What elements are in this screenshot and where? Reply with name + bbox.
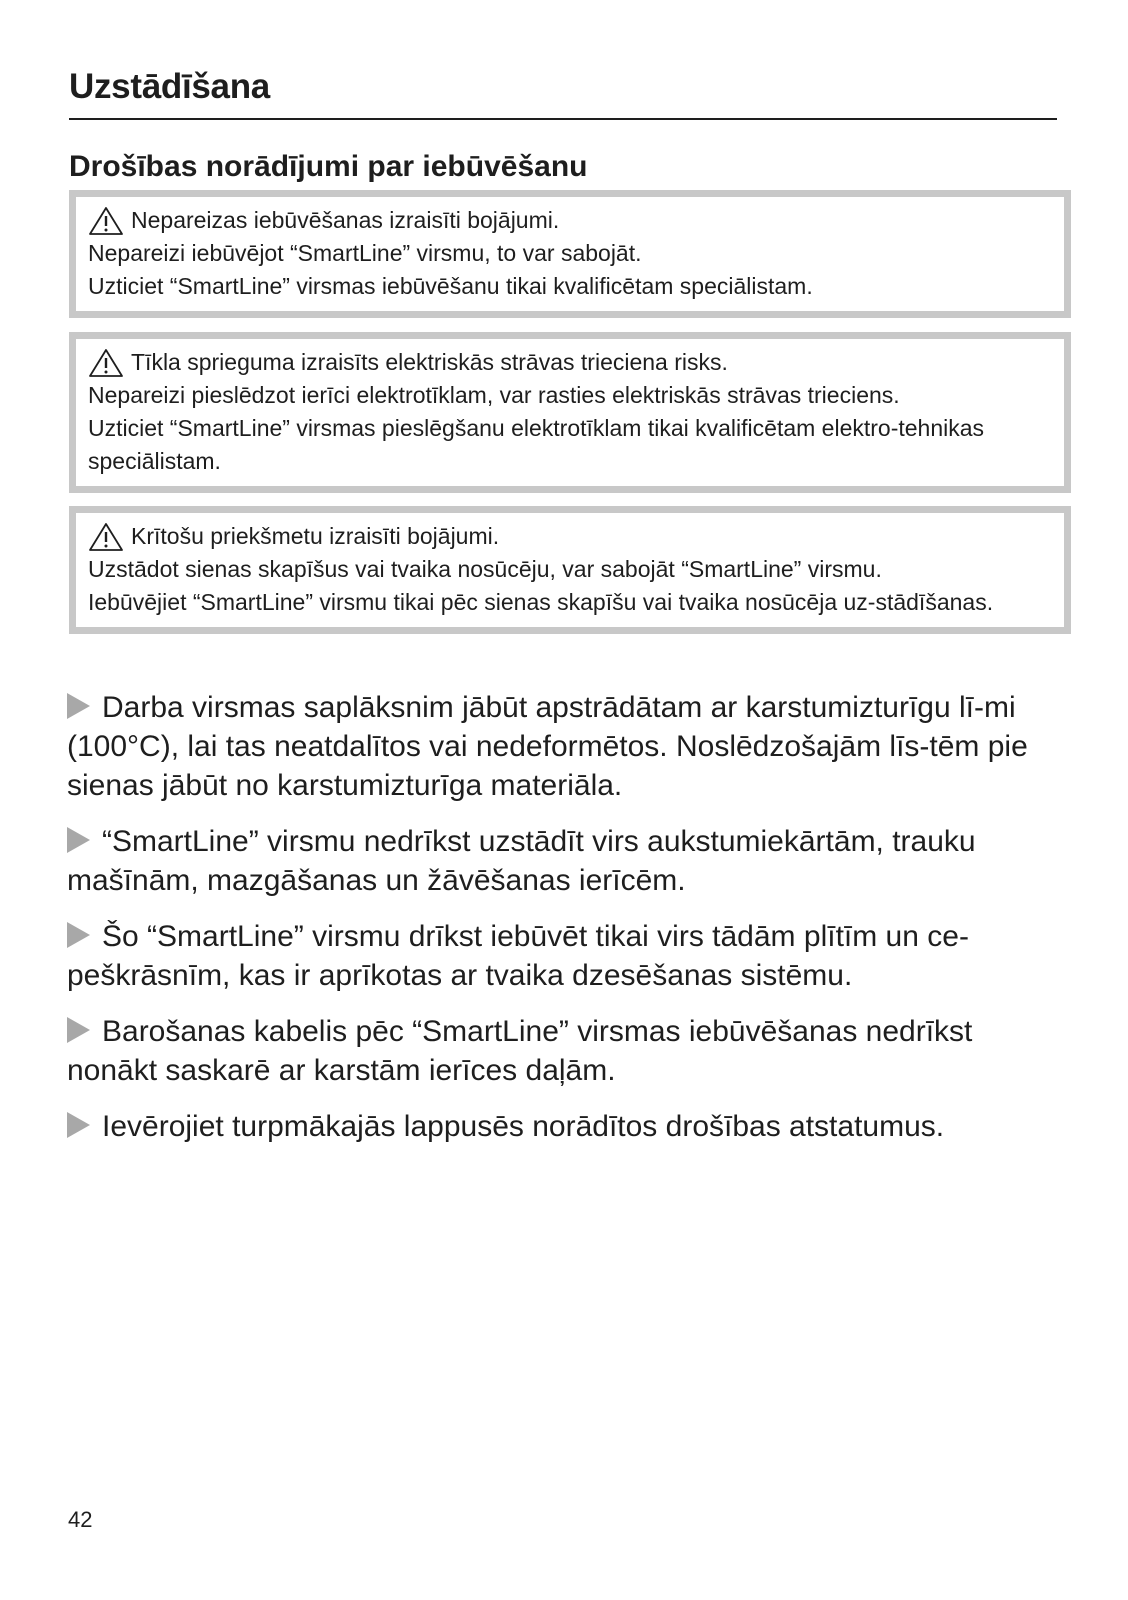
instruction-item bbox=[67, 917, 1057, 995]
instruction-text: Ievērojiet turpmākajās lappusēs norādītos drošības atstatumus. bbox=[102, 1110, 945, 1143]
warning-text: Nepareizi pieslēdzot ierīci elektrotīklam, var rasties elektriskās strāvas trieciens. bbox=[88, 382, 900, 408]
warning-text: Uzticiet “SmartLine” virsmas pieslēgšanu elektrotīklam tikai kvalificētam elektro-tehnikas speciālistam. bbox=[88, 415, 985, 474]
triangle-bullet-icon bbox=[67, 693, 90, 719]
warning-title: Nepareizas iebūvēšanas izraisīti bojājumi. bbox=[131, 207, 560, 233]
warning-text: Nepareizi iebūvējot “SmartLine” virsmu, to var sabojāt. bbox=[88, 240, 642, 266]
warning-triangle-icon bbox=[88, 348, 124, 378]
instruction-text: Šo “SmartLine” virsmu drīkst iebūvēt tikai virs tādām plītīm un ce-peškrāsnīm, kas ir aprīkotas ar tvaika dzesēšanas sistēmu. bbox=[67, 920, 969, 992]
instruction-text: Darba virsmas saplāksnim jābūt apstrādātam ar karstumizturīgu lī-mi (100°C), lai tas neatdalītos vai nedeformētos. Noslēdzošajām līs-tēm pie sienas jābūt no karstumizturīga materiāla. bbox=[67, 691, 1028, 802]
instruction-text: Barošanas kabelis pēc “SmartLine” virsmas iebūvēšanas nedrīkst nonākt saskarē ar karstām ierīces daļām. bbox=[67, 1015, 973, 1087]
warning-text: Iebūvējiet “SmartLine” virsmu tikai pēc sienas skapīšu vai tvaika nosūcēja uz-stādīšanas. bbox=[88, 589, 994, 615]
section-heading: Drošības norādījumi par iebūvēšanu bbox=[69, 150, 588, 183]
warning-text: Uzstādot sienas skapīšus vai tvaika nosūcēju, var sabojāt “SmartLine” virsmu. bbox=[88, 556, 882, 582]
instruction-text: “SmartLine” virsmu nedrīkst uzstādīt virs aukstumiekārtām, trauku mašīnām, mazgāšanas un žāvēšanas ierīcēm. bbox=[67, 825, 976, 897]
triangle-bullet-icon bbox=[67, 922, 90, 948]
triangle-bullet-icon bbox=[67, 1112, 90, 1138]
instruction-item bbox=[67, 1012, 1057, 1090]
instruction-list bbox=[67, 688, 1057, 1163]
warning-box-installation-damage bbox=[69, 190, 1071, 318]
triangle-bullet-icon bbox=[67, 827, 90, 853]
warning-text: Uzticiet “SmartLine” virsmas iebūvēšanu tikai kvalificētam speciālistam. bbox=[88, 273, 813, 299]
warning-title: Tīkla sprieguma izraisīts elektriskās strāvas trieciena risks. bbox=[131, 349, 728, 375]
page-number: 42 bbox=[68, 1507, 93, 1532]
warning-title: Krītošu priekšmetu izraisīti bojājumi. bbox=[131, 523, 500, 549]
instruction-item bbox=[67, 1107, 1057, 1146]
triangle-bullet-icon bbox=[67, 1017, 90, 1043]
instruction-item bbox=[67, 688, 1057, 805]
title-divider bbox=[69, 118, 1057, 120]
warning-box-falling-objects bbox=[69, 506, 1071, 634]
page-title: Uzstādīšana bbox=[69, 67, 270, 106]
warning-triangle-icon bbox=[88, 522, 124, 552]
instruction-item bbox=[67, 822, 1057, 900]
warning-triangle-icon bbox=[88, 206, 124, 236]
warning-box-electric-shock bbox=[69, 332, 1071, 493]
